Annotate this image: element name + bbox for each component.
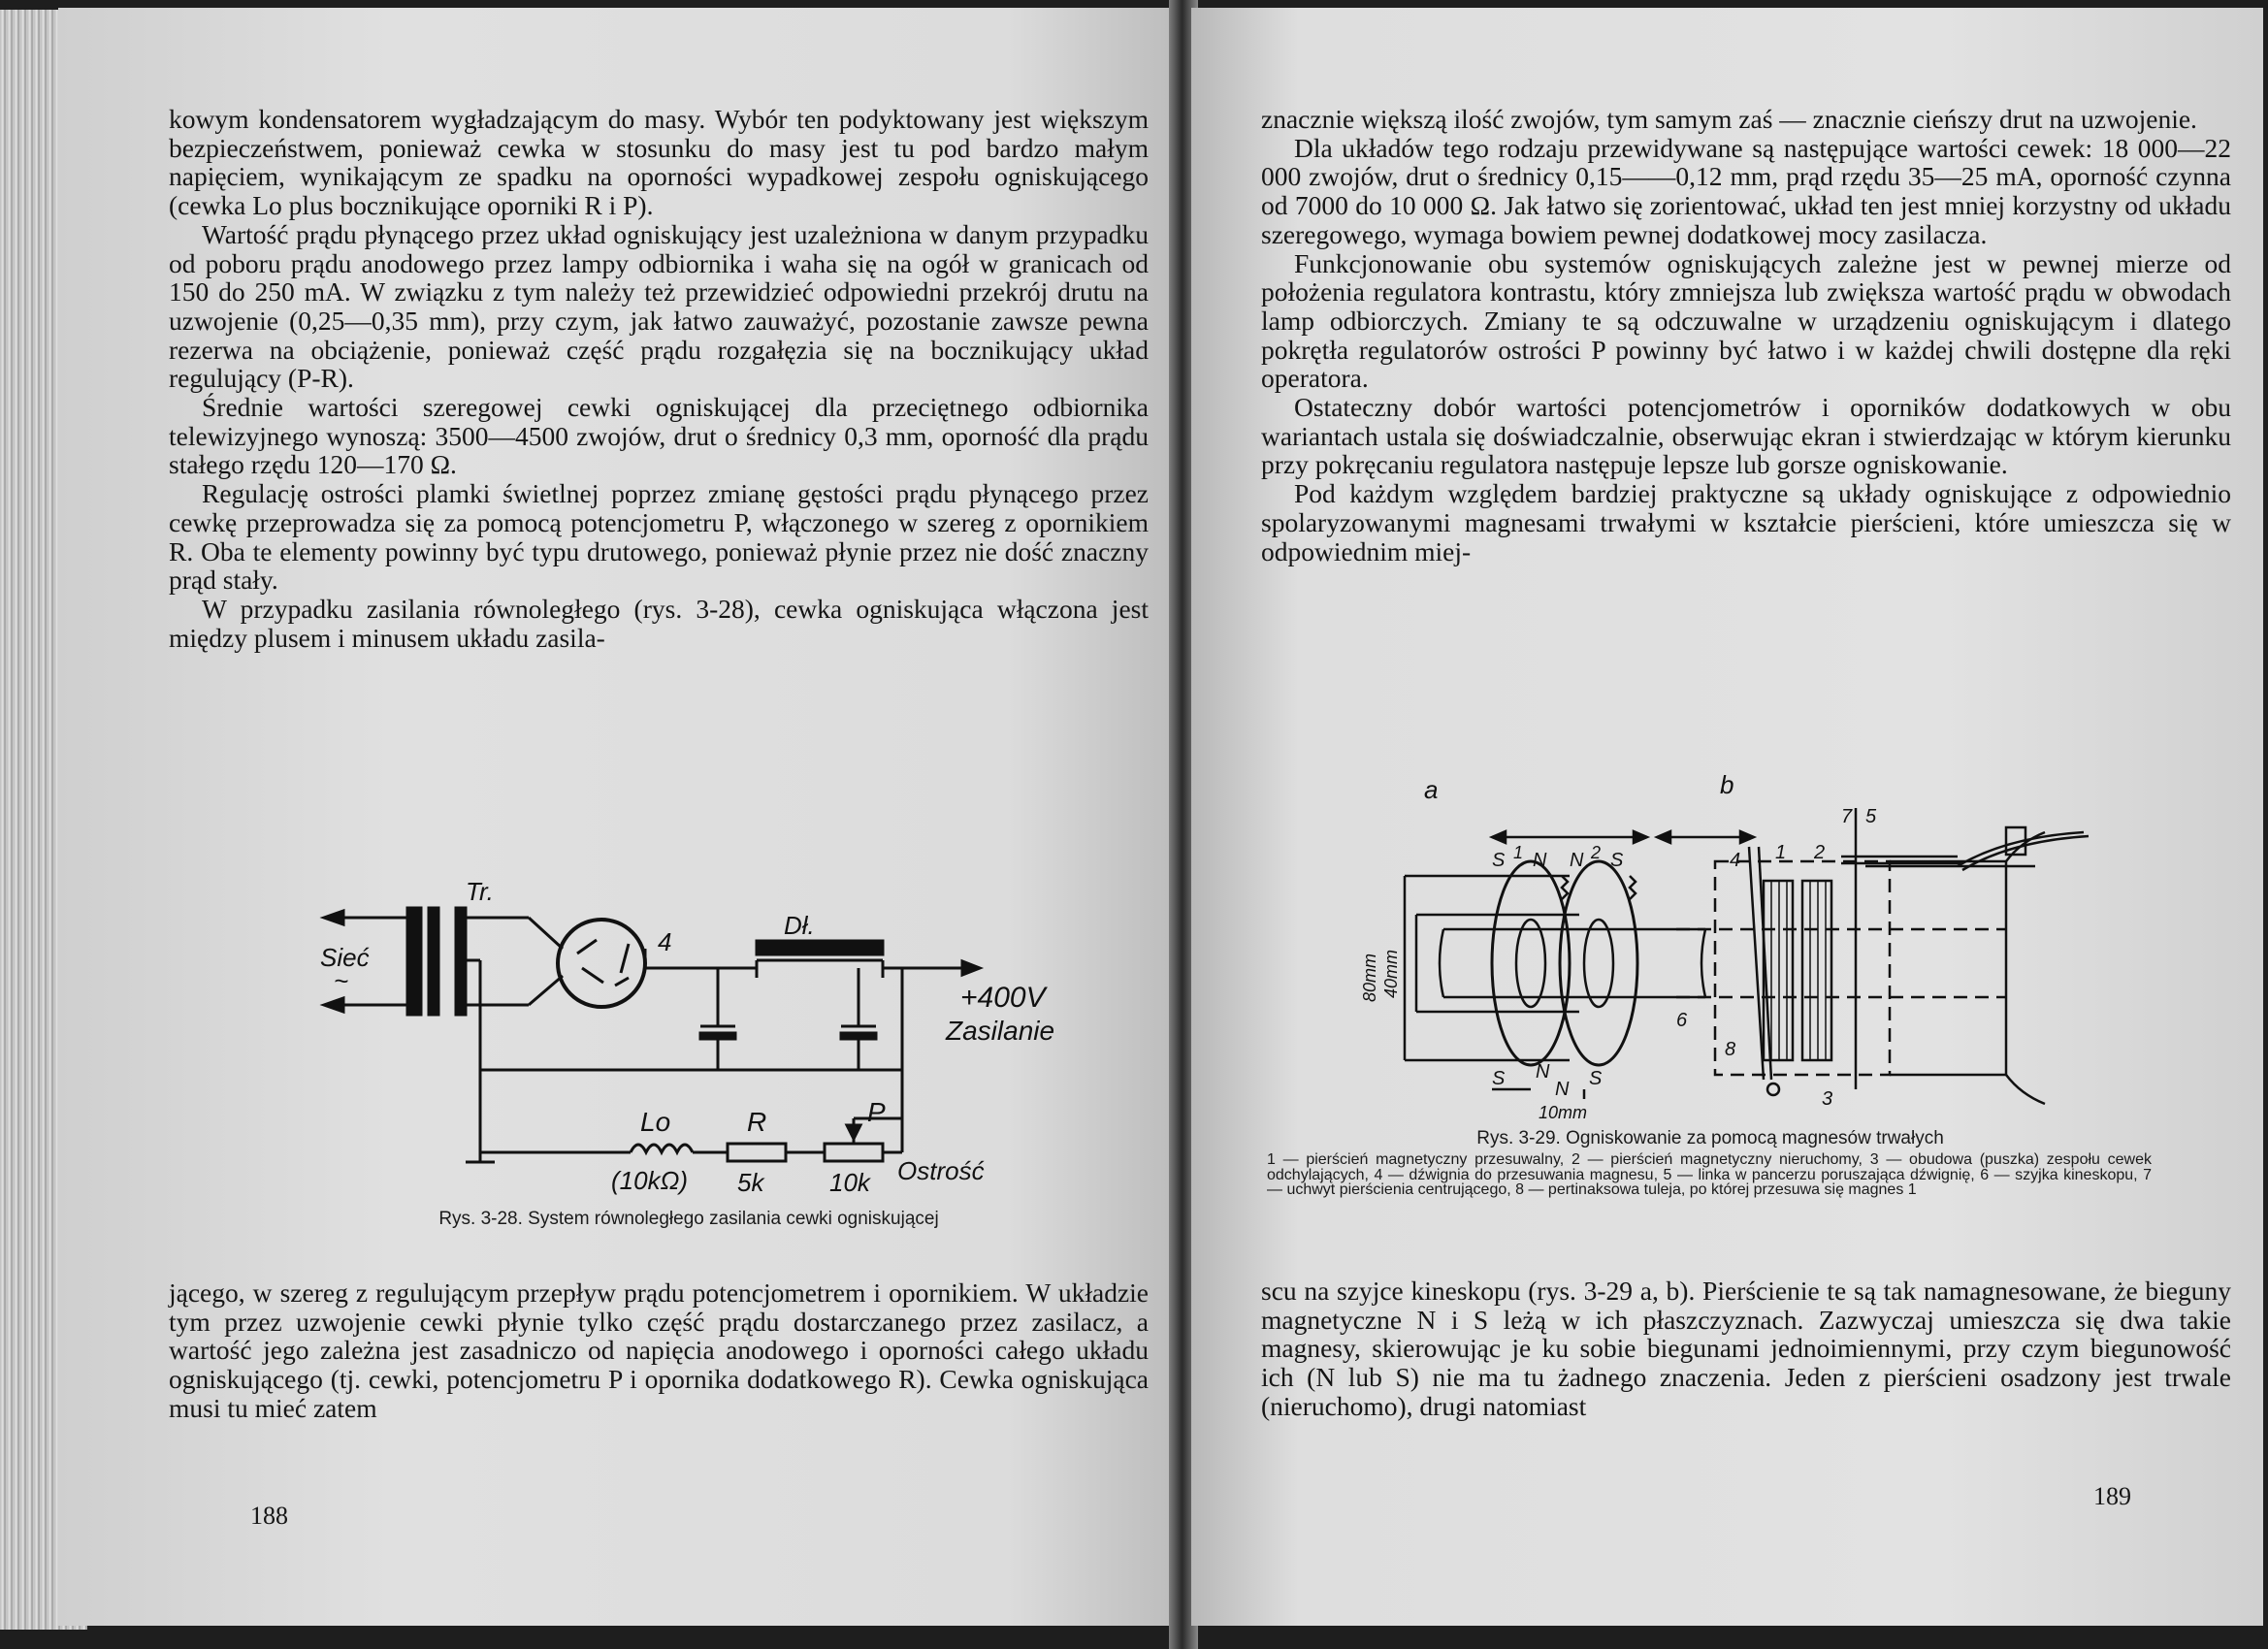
- label-n2: N: [1570, 850, 1584, 871]
- label-r: R: [747, 1107, 767, 1137]
- magnet-diagram-3-29: [1337, 769, 2171, 1128]
- label-n-bottom-1: N: [1536, 1061, 1550, 1083]
- label-6: 6: [1676, 1010, 1688, 1031]
- paragraph: Funkcjonowanie obu systemów ogniskujących zależne jest w pewnej mierze od położenia regulatora kontrastu, który zmniejsza lub zwiększa wartość prądu w obwodach lamp odbiorczych. Zmiany te są odczuwalne w urządzeniu ogniskującym i dlatego pokrętła regulatorów ostrości P powinny być łatwo i w każdej chwili dostępne dla ręki operatora.: [1261, 247, 2231, 394]
- label-s1: S: [1492, 850, 1506, 871]
- label-3: 3: [1822, 1088, 1833, 1110]
- left-page: [58, 8, 1174, 1626]
- label-10mm: 10mm: [1539, 1103, 1588, 1122]
- label-80mm: 80mm: [1360, 953, 1379, 1002]
- label-1: 1: [1513, 843, 1524, 862]
- circuit-diagram-3-28: [320, 871, 1055, 1201]
- paragraph: W przypadku zasilania równoległego (rys. 3-28), cewka ogniskująca włączona jest między plusem i minusem układu zasila-: [169, 593, 1149, 653]
- label-plus400: +400V: [960, 982, 1046, 1014]
- label-tr: Tr.: [466, 877, 494, 906]
- label-zasilanie: Zasilanie: [946, 1016, 1055, 1046]
- figure-legend-3-29: 1 — pierścień magnetyczny przesuwalny, 2 — pierścień magnetyczny nieruchomy, 3 — obudowa (puszka) zespołu cewek odchylających, 4 — dźwignia do przesuwania magnesu, 5 — linka w pancerzu poruszająca dźwignię, 6 — szyjka kineskopu, 7 — uchwyt pierścienia centrującego, 8 — pertinaksowa tuleja, po której przesuwa się magnes 1: [1267, 1151, 2152, 1198]
- paragraph: Regulację ostrości plamki świetlnej poprzez zmianę gęstości prądu płynącego przez cewkę przeprowadza się za pomocą potencjometru P, włączonego w szereg z opornikiem R. Oba te elementy powinny być typu drutowego, ponieważ płynie przez nie dość znaczny prąd stały.: [169, 478, 1149, 596]
- label-dl: Dł.: [784, 911, 815, 940]
- label-7: 7: [1841, 806, 1853, 827]
- label-lo-val: (10kΩ): [611, 1166, 689, 1195]
- right-top-text: [1261, 105, 2231, 566]
- label-4: 4: [658, 927, 672, 956]
- label-lo: Lo: [640, 1107, 671, 1137]
- label-siec: Sieć: [320, 943, 370, 972]
- label-n1: N: [1533, 850, 1547, 871]
- paragraph: Średnie wartości szeregowej cewki ogniskującej dla przeciętnego odbiornika telewizyjnego wynoszą: 3500—4500 zwojów, drut o średnicy 0,3 mm, oporność dla prądu stałego rzędu 120—170 Ω.: [169, 392, 1149, 480]
- label-2: 2: [1591, 843, 1602, 862]
- label-s2: S: [1610, 850, 1624, 871]
- left-bottom-text: [169, 1278, 1149, 1423]
- label-r-val: 5k: [737, 1168, 764, 1197]
- paragraph: Wartość prądu płynącego przez układ ogniskujący jest uzależniona w danym przypadku od poboru prądu anodowego przez lampy odbiornika i waha się na ogół w granicach od 150 do 250 mA. W związku z tym należy też przewidzieć odpowiedni przekrój drutu na uzwojenie (0,25—0,35 mm), przy czym, jak łatwo zauważyć, pozostanie zawsze pewna rezerwa na obciążenie, ponieważ część prądu rozgałęzia się na bocznikujący układ regulujący (P-R).: [169, 218, 1149, 394]
- label-s-bottom-2: S: [1589, 1068, 1603, 1089]
- paragraph: jącego, w szereg z regulującym przepływ prądu potencjometrem i opornikiem. W układzie tym przez uzwojenie cewki płynie tylko część prądu dostarczanego przez zasilacz, a wartość jego zależna jest zasadniczo od napięcia anodowego i oporności całego układu ogniskującego (tj. cewki, potencjometru P i opornika dodatkowego R). Cewka ogniskująca musi tu mieć zatem: [169, 1277, 1149, 1423]
- label-s-bottom: S: [1492, 1068, 1506, 1089]
- label-b: b: [1720, 770, 1734, 799]
- paragraph: Dla układów tego rodzaju przewidywane są następujące wartości cewek: 18 000—22 000 zwojów, drut o średnicy 0,15——0,12 mm, prąd rzędu 35—25 mA, oporność czynna od 7000 do 10 000 Ω. Jak łatwo się zorientować, układ ten jest mniej korzystny od układu szeregowego, wymaga bowiem pewnej dodatkowej mocy zasilacza.: [1261, 132, 2231, 249]
- label-b-1: 1: [1775, 842, 1787, 863]
- label-p-val: 10k: [829, 1168, 870, 1197]
- paragraph: kowym kondensatorem wygładzającym do masy. Wybór ten podyktowany jest większym bezpieczeństwem, ponieważ cewka w stosunku do masy jest tu pod bardzo małym napięciem, wynikającym ze spadku na oporności wypadkowej zespołu ogniskującego (cewka Lo plus bocznikujące oporniki R i P).: [169, 104, 1149, 221]
- page-number: 189: [2093, 1482, 2131, 1510]
- label-4: 4: [1730, 850, 1741, 871]
- paragraph: Pod każdym względem bardziej praktyczne są układy ogniskujące z odpowiednio spolaryzowanymi magnesami trwałymi w kształcie pierścieni, które umieszcza się w odpowiednim miej-: [1261, 478, 2231, 566]
- label-b-2: 2: [1814, 842, 1826, 863]
- paragraph: scu na szyjce kineskopu (rys. 3-29 a, b). Pierścienie te są tak namagnesowane, że bieguny magnetyczne N i S leżą w ich płaszczyznach. Zazwyczaj umieszcza się dwa takie magnesy, skierowując je ku sobie biegunami jednoimiennymi, przy czym biegunowość ich (N lub S) nie ma tu żadnego znaczenia. Jeden z pierścieni osadzony jest trwale (nieruchomo), drugi natomiast: [1261, 1276, 2231, 1421]
- left-top-text: [169, 105, 1149, 652]
- label-n-bottom-2: N: [1555, 1079, 1570, 1100]
- right-bottom-text: [1261, 1277, 2231, 1421]
- label-8: 8: [1725, 1039, 1736, 1060]
- paragraph: znacznie większą ilość zwojów, tym samym zaś — znacznie cieńszy drut na uzwojenie.: [1261, 104, 2197, 134]
- label-p: P: [867, 1097, 886, 1127]
- label-40mm: 40mm: [1381, 949, 1401, 998]
- paragraph: Ostateczny dobór wartości potencjometrów i oporników dodatkowych w obu wariantach ustala się doświadczalnie, obserwując ekran i stwierdzając w którym kierunku przy pokręcaniu regulatora następuje lepsze lub gorsze ogniskowanie.: [1261, 392, 2231, 480]
- label-a: a: [1424, 775, 1439, 804]
- right-page: [1191, 8, 2263, 1626]
- label-tilde: ~: [334, 966, 349, 995]
- figure-caption-3-29: Rys. 3-29. Ogniskowanie za pomocą magnesów trwałych: [1476, 1128, 1944, 1148]
- label-ostrosc: Ostrość: [897, 1156, 985, 1185]
- figure-caption-3-28: Rys. 3-28. System równoległego zasilania cewki ogniskującej: [438, 1209, 939, 1229]
- page-number: 188: [250, 1502, 288, 1530]
- label-5: 5: [1865, 806, 1877, 827]
